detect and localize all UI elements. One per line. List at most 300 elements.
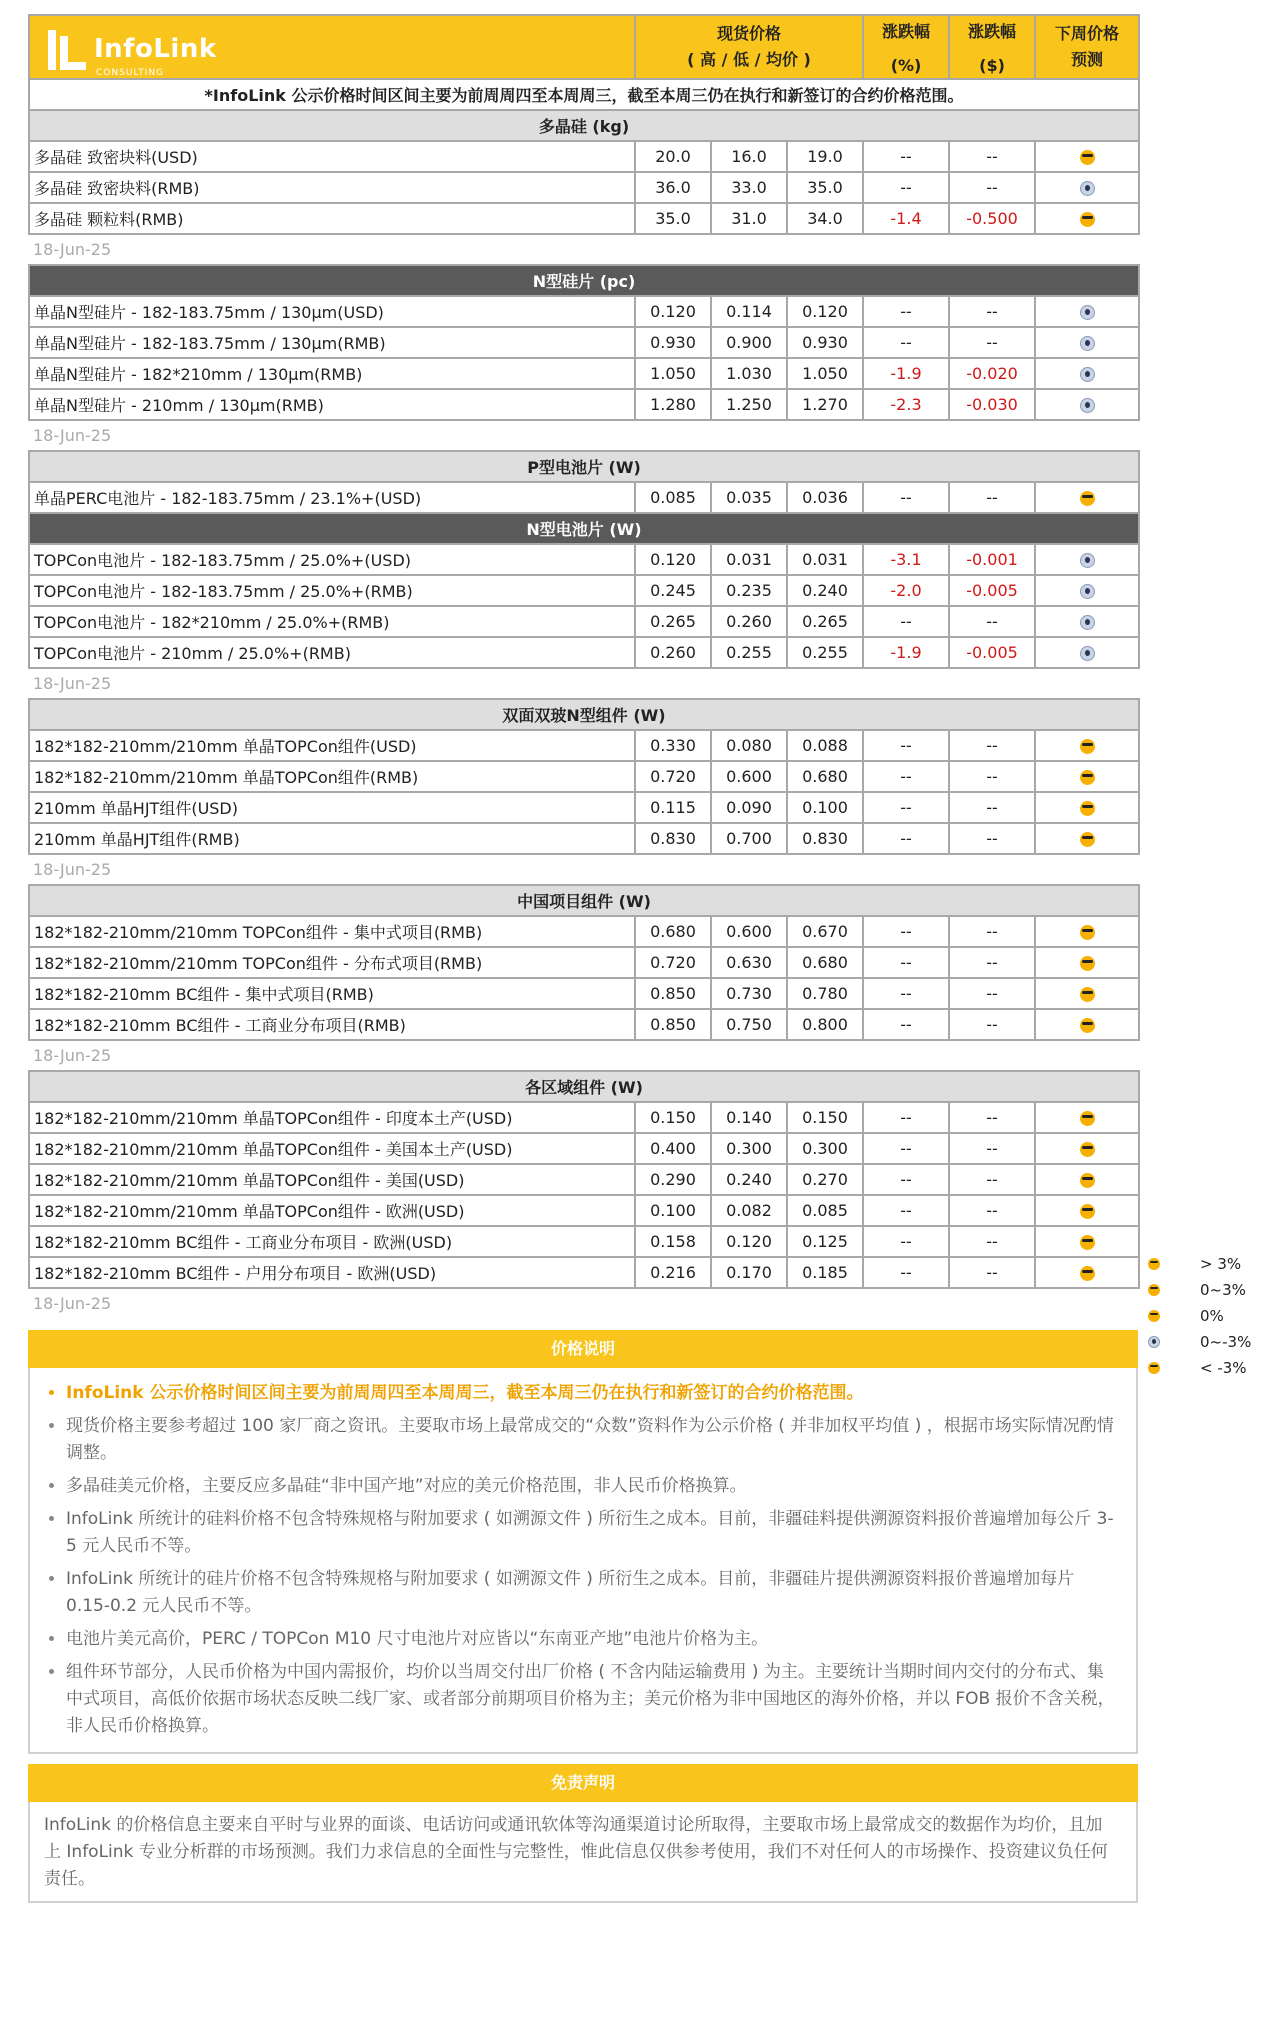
product-name: TOPCon电池片 - 182*210mm / 25.0%+(RMB) <box>29 606 635 637</box>
change-amt: -- <box>949 1226 1035 1257</box>
change-pct: -- <box>863 1133 949 1164</box>
price-high: 0.680 <box>635 916 711 947</box>
change-pct: -- <box>863 1009 949 1040</box>
product-name: 182*182-210mm/210mm 单晶TOPCon组件 - 印度本土产(USD) <box>29 1102 635 1133</box>
change-pct: -- <box>863 172 949 203</box>
price-avg: 0.036 <box>787 482 863 513</box>
change-amt: -- <box>949 1133 1035 1164</box>
section-header <box>29 265 1139 296</box>
product-name: 210mm 单晶HJT组件(RMB) <box>29 823 635 854</box>
legend-label: 0~3% <box>1200 1281 1246 1299</box>
forecast-cell <box>1035 1102 1139 1133</box>
worried-face-icon <box>1080 615 1095 630</box>
price-row <box>29 203 1139 234</box>
price-note: • 多晶硅美元价格，主要反应多晶硅“非中国产地”对应的美元价格范围，非人民币价格换算。 <box>66 1473 1116 1500</box>
price-note: • InfoLink 公示价格时间区间主要为前周周四至本周周三，截至本周三仍在执行和新签订的合约价格范围。 <box>66 1380 1116 1407</box>
price-row <box>29 947 1139 978</box>
date-row <box>29 1040 1139 1071</box>
price-high: 0.260 <box>635 637 711 668</box>
notice-text: *InfoLink 公示价格时间区间主要为前周周四至本周周三，截至本周三仍在执行和新签订的合约价格范围。 <box>29 79 1139 110</box>
price-low: 0.031 <box>711 544 787 575</box>
change-amt: -- <box>949 141 1035 172</box>
price-avg: 0.085 <box>787 1195 863 1226</box>
product-name: 单晶N型硅片 - 182-183.75mm / 130μm(USD) <box>29 296 635 327</box>
price-high: 1.280 <box>635 389 711 420</box>
price-low: 0.255 <box>711 637 787 668</box>
disclaimer-title: 免责声明 <box>28 1764 1138 1802</box>
date-row <box>29 1288 1139 1318</box>
price-low: 1.250 <box>711 389 787 420</box>
price-low: 0.600 <box>711 916 787 947</box>
change-pct: -- <box>863 1226 949 1257</box>
change-pct: -- <box>863 792 949 823</box>
cool-face-icon <box>1080 956 1095 971</box>
price-row <box>29 141 1139 172</box>
product-name: 多晶硅 致密块料(USD) <box>29 141 635 172</box>
change-pct: -- <box>863 606 949 637</box>
price-row <box>29 482 1139 513</box>
price-note: • InfoLink 所统计的硅片价格不包含特殊规格与附加要求 ( 如溯源文件 ) 所衍生之成本。目前，非疆硅片提供溯源资料报价普遍增加每片 0.15-0.2 元人民币不等。 <box>66 1566 1116 1620</box>
price-row <box>29 172 1139 203</box>
section-title: 双面双玻N型组件 (W) <box>29 699 1139 730</box>
disclaimer-text: InfoLink 的价格信息主要来自平时与业界的面谈、电话访问或通讯软体等沟通渠道讨论所取得，主要取市场上最常成交的数据作为均价，且加上 InfoLink 专业分析群的市场预测。我们力求信息的全面性与完整性，惟此信息仅供参考使用，我们不对任何人的市场操作、投资建议负任何责任。 <box>28 1802 1138 1903</box>
forecast-cell <box>1035 606 1139 637</box>
price-avg: 0.255 <box>787 637 863 668</box>
price-low: 0.730 <box>711 978 787 1009</box>
change-amt: -- <box>949 978 1035 1009</box>
change-amt: -0.500 <box>949 203 1035 234</box>
change-amt: -0.001 <box>949 544 1035 575</box>
change-amt: -- <box>949 296 1035 327</box>
price-note: • 现货价格主要参考超过 100 家厂商之资讯。主要取市场上最常成交的“众数”资料作为公示价格 ( 并非加权平均值 ) ，根据市场实际情况酌情调整。 <box>66 1413 1116 1467</box>
price-high: 20.0 <box>635 141 711 172</box>
worried-face-icon <box>1080 646 1095 661</box>
price-low: 0.300 <box>711 1133 787 1164</box>
change-amt: -- <box>949 823 1035 854</box>
change-amt: -- <box>949 172 1035 203</box>
forecast-cell <box>1035 327 1139 358</box>
change-pct: -- <box>863 916 949 947</box>
cool-face-icon <box>1080 212 1095 227</box>
forecast-cell <box>1035 358 1139 389</box>
price-row <box>29 1133 1139 1164</box>
change-amt: -- <box>949 327 1035 358</box>
legend-label: < -3% <box>1200 1359 1247 1377</box>
logo-cell <box>29 15 635 79</box>
price-table <box>28 14 1140 1318</box>
product-name: 182*182-210mm/210mm TOPCon组件 - 分布式项目(RMB) <box>29 947 635 978</box>
price-avg: 34.0 <box>787 203 863 234</box>
forecast-cell <box>1035 544 1139 575</box>
price-low: 0.260 <box>711 606 787 637</box>
spot-price-header: 现货价格 ( 高 / 低 / 均价 ) <box>635 15 863 79</box>
price-low: 0.240 <box>711 1164 787 1195</box>
forecast-cell <box>1035 1226 1139 1257</box>
price-note: • InfoLink 所统计的硅料价格不包含特殊规格与附加要求 ( 如溯源文件 ) 所衍生之成本。目前，非疆硅料提供溯源资料报价普遍增加每公斤 3-5 元人民币不等。 <box>66 1506 1116 1560</box>
price-row <box>29 1226 1139 1257</box>
legend-label: 0% <box>1200 1307 1224 1325</box>
price-low: 0.600 <box>711 761 787 792</box>
worried-face-icon <box>1080 584 1095 599</box>
price-notes-box <box>28 1330 1138 1903</box>
date-row <box>29 668 1139 699</box>
price-low: 0.750 <box>711 1009 787 1040</box>
price-avg: 0.670 <box>787 916 863 947</box>
price-low: 0.120 <box>711 1226 787 1257</box>
section-date: 18-Jun-25 <box>33 239 112 259</box>
change-amt: -- <box>949 606 1035 637</box>
date-row <box>29 420 1139 451</box>
price-avg: 1.050 <box>787 358 863 389</box>
forecast-legend <box>1148 1252 1268 1382</box>
section-header <box>29 885 1139 916</box>
legend-item <box>1148 1356 1268 1382</box>
section-header <box>29 451 1139 482</box>
cool-face-icon <box>1148 1310 1160 1322</box>
price-high: 0.720 <box>635 947 711 978</box>
price-row <box>29 730 1139 761</box>
worried-face-icon <box>1080 398 1095 413</box>
change-amt: -- <box>949 1257 1035 1288</box>
product-name: 182*182-210mm/210mm 单晶TOPCon组件 - 欧洲(USD) <box>29 1195 635 1226</box>
change-amt: -- <box>949 1009 1035 1040</box>
price-low: 0.630 <box>711 947 787 978</box>
price-high: 0.850 <box>635 978 711 1009</box>
price-high: 0.150 <box>635 1102 711 1133</box>
section-header <box>29 110 1139 141</box>
price-row <box>29 389 1139 420</box>
change-pct: -- <box>863 761 949 792</box>
price-notes-body <box>28 1368 1138 1754</box>
product-name: 182*182-210mm BC组件 - 工商业分布项目(RMB) <box>29 1009 635 1040</box>
price-avg: 0.031 <box>787 544 863 575</box>
change-pct: -- <box>863 141 949 172</box>
change-pct: -3.1 <box>863 544 949 575</box>
price-row <box>29 1102 1139 1133</box>
change-pct: -- <box>863 1102 949 1133</box>
price-row <box>29 916 1139 947</box>
section-header <box>29 699 1139 730</box>
cool-face-icon <box>1080 1173 1095 1188</box>
cool-face-icon <box>1080 1204 1095 1219</box>
change-pct: -- <box>863 823 949 854</box>
price-avg: 35.0 <box>787 172 863 203</box>
cool-face-icon <box>1080 1266 1095 1281</box>
price-avg: 0.780 <box>787 978 863 1009</box>
legend-label: 0~-3% <box>1200 1333 1252 1351</box>
price-low: 0.080 <box>711 730 787 761</box>
change-pct: -- <box>863 1195 949 1226</box>
section-title: P型电池片 (W) <box>29 451 1139 482</box>
change-usd-header: 涨跌幅 ($) <box>949 15 1035 79</box>
section-date: 18-Jun-25 <box>33 1293 112 1313</box>
forecast-cell <box>1035 823 1139 854</box>
price-avg: 0.150 <box>787 1102 863 1133</box>
change-pct-header: 涨跌幅 (%) <box>863 15 949 79</box>
product-name: 单晶PERC电池片 - 182-183.75mm / 23.1%+(USD) <box>29 482 635 513</box>
price-avg: 0.930 <box>787 327 863 358</box>
change-pct: -1.9 <box>863 358 949 389</box>
price-low: 0.082 <box>711 1195 787 1226</box>
change-amt: -0.005 <box>949 575 1035 606</box>
cool-face-icon <box>1080 987 1095 1002</box>
change-pct: -1.9 <box>863 637 949 668</box>
change-amt: -- <box>949 792 1035 823</box>
worried-face-icon <box>1080 367 1095 382</box>
price-high: 0.120 <box>635 544 711 575</box>
infolink-logo-icon <box>46 30 86 72</box>
price-high: 0.265 <box>635 606 711 637</box>
section-header <box>29 513 1139 544</box>
product-name: 182*182-210mm BC组件 - 集中式项目(RMB) <box>29 978 635 1009</box>
change-pct: -- <box>863 482 949 513</box>
change-pct: -2.0 <box>863 575 949 606</box>
cool-face-icon <box>1148 1362 1160 1374</box>
forecast-cell <box>1035 947 1139 978</box>
price-avg: 0.830 <box>787 823 863 854</box>
worried-face-icon <box>1148 1336 1160 1348</box>
price-high: 0.330 <box>635 730 711 761</box>
change-pct: -2.3 <box>863 389 949 420</box>
forecast-cell <box>1035 172 1139 203</box>
price-high: 0.120 <box>635 296 711 327</box>
cool-face-icon <box>1080 1111 1095 1126</box>
cool-face-icon <box>1080 150 1095 165</box>
price-low: 0.090 <box>711 792 787 823</box>
price-high: 0.216 <box>635 1257 711 1288</box>
cool-face-icon <box>1080 739 1095 754</box>
section-date: 18-Jun-25 <box>33 1045 112 1065</box>
product-name: 182*182-210mm/210mm 单晶TOPCon组件(USD) <box>29 730 635 761</box>
legend-label: > 3% <box>1200 1255 1242 1273</box>
section-title: N型电池片 (W) <box>29 513 1139 544</box>
price-avg: 0.088 <box>787 730 863 761</box>
price-row <box>29 1195 1139 1226</box>
change-pct: -- <box>863 327 949 358</box>
forecast-cell <box>1035 978 1139 1009</box>
cool-face-icon <box>1080 801 1095 816</box>
forecast-cell <box>1035 916 1139 947</box>
price-row <box>29 637 1139 668</box>
product-name: TOPCon电池片 - 182-183.75mm / 25.0%+(RMB) <box>29 575 635 606</box>
price-low: 0.900 <box>711 327 787 358</box>
price-low: 0.235 <box>711 575 787 606</box>
change-amt: -- <box>949 482 1035 513</box>
date-row <box>29 854 1139 885</box>
change-amt: -- <box>949 1164 1035 1195</box>
section-date: 18-Jun-25 <box>33 673 112 693</box>
price-row <box>29 358 1139 389</box>
section-date: 18-Jun-25 <box>33 425 112 445</box>
price-avg: 0.680 <box>787 761 863 792</box>
product-name: 单晶N型硅片 - 182-183.75mm / 130μm(RMB) <box>29 327 635 358</box>
price-low: 33.0 <box>711 172 787 203</box>
price-high: 0.290 <box>635 1164 711 1195</box>
forecast-cell <box>1035 141 1139 172</box>
forecast-cell <box>1035 482 1139 513</box>
change-amt: -0.020 <box>949 358 1035 389</box>
section-date: 18-Jun-25 <box>33 859 112 879</box>
forecast-cell <box>1035 203 1139 234</box>
product-name: 182*182-210mm/210mm 单晶TOPCon组件 - 美国(USD) <box>29 1164 635 1195</box>
price-low: 1.030 <box>711 358 787 389</box>
product-name: TOPCon电池片 - 210mm / 25.0%+(RMB) <box>29 637 635 668</box>
price-row <box>29 1164 1139 1195</box>
price-avg: 0.680 <box>787 947 863 978</box>
product-name: 182*182-210mm/210mm 单晶TOPCon组件 - 美国本土产(USD) <box>29 1133 635 1164</box>
price-low: 0.700 <box>711 823 787 854</box>
price-high: 36.0 <box>635 172 711 203</box>
product-name: 182*182-210mm BC组件 - 工商业分布项目 - 欧洲(USD) <box>29 1226 635 1257</box>
cool-face-icon <box>1080 832 1095 847</box>
change-amt: -- <box>949 947 1035 978</box>
forecast-cell <box>1035 730 1139 761</box>
price-low: 16.0 <box>711 141 787 172</box>
price-avg: 0.300 <box>787 1133 863 1164</box>
section-title: N型硅片 (pc) <box>29 265 1139 296</box>
cool-face-icon <box>1080 770 1095 785</box>
product-name: TOPCon电池片 - 182-183.75mm / 25.0%+(USD) <box>29 544 635 575</box>
forecast-cell <box>1035 575 1139 606</box>
logo-text: InfoLink <box>94 34 217 64</box>
cool-face-icon <box>1148 1284 1160 1296</box>
change-amt: -- <box>949 1195 1035 1226</box>
worried-face-icon <box>1080 553 1095 568</box>
worried-face-icon <box>1080 305 1095 320</box>
price-low: 0.140 <box>711 1102 787 1133</box>
price-row <box>29 296 1139 327</box>
worried-face-icon <box>1080 336 1095 351</box>
price-avg: 0.100 <box>787 792 863 823</box>
change-amt: -- <box>949 730 1035 761</box>
price-row <box>29 978 1139 1009</box>
price-row <box>29 1009 1139 1040</box>
change-amt: -- <box>949 761 1035 792</box>
price-avg: 0.125 <box>787 1226 863 1257</box>
forecast-header: 下周价格 预测 <box>1035 15 1139 79</box>
price-high: 0.245 <box>635 575 711 606</box>
cool-face-icon <box>1080 1018 1095 1033</box>
price-low: 31.0 <box>711 203 787 234</box>
product-name: 182*182-210mm BC组件 - 户用分布项目 - 欧洲(USD) <box>29 1257 635 1288</box>
cool-face-icon <box>1080 925 1095 940</box>
section-title: 中国项目组件 (W) <box>29 885 1139 916</box>
forecast-cell <box>1035 1009 1139 1040</box>
legend-item <box>1148 1330 1268 1356</box>
product-name: 单晶N型硅片 - 210mm / 130μm(RMB) <box>29 389 635 420</box>
price-high: 0.930 <box>635 327 711 358</box>
forecast-cell <box>1035 637 1139 668</box>
price-row <box>29 575 1139 606</box>
logo-subtext: CONSULTING <box>96 68 165 78</box>
price-high: 0.115 <box>635 792 711 823</box>
price-row <box>29 761 1139 792</box>
worried-face-icon <box>1080 181 1095 196</box>
price-high: 0.158 <box>635 1226 711 1257</box>
forecast-cell <box>1035 761 1139 792</box>
price-low: 0.035 <box>711 482 787 513</box>
forecast-cell <box>1035 389 1139 420</box>
forecast-cell <box>1035 1133 1139 1164</box>
price-page <box>28 14 1142 1903</box>
product-name: 210mm 单晶HJT组件(USD) <box>29 792 635 823</box>
change-pct: -1.4 <box>863 203 949 234</box>
price-avg: 19.0 <box>787 141 863 172</box>
price-row <box>29 1257 1139 1288</box>
forecast-cell <box>1035 296 1139 327</box>
forecast-cell <box>1035 1195 1139 1226</box>
price-avg: 0.120 <box>787 296 863 327</box>
cool-face-icon <box>1148 1258 1160 1270</box>
legend-item <box>1148 1278 1268 1304</box>
change-amt: -0.030 <box>949 389 1035 420</box>
price-avg: 0.265 <box>787 606 863 637</box>
price-avg: 0.800 <box>787 1009 863 1040</box>
price-avg: 1.270 <box>787 389 863 420</box>
price-note: • 电池片美元高价，PERC / TOPCon M10 尺寸电池片对应皆以“东南亚产地”电池片价格为主。 <box>66 1626 1116 1653</box>
price-high: 0.085 <box>635 482 711 513</box>
price-high: 35.0 <box>635 203 711 234</box>
price-avg: 0.185 <box>787 1257 863 1288</box>
change-pct: -- <box>863 1164 949 1195</box>
price-high: 0.850 <box>635 1009 711 1040</box>
forecast-cell <box>1035 1164 1139 1195</box>
header-row <box>29 15 1139 79</box>
change-amt: -- <box>949 916 1035 947</box>
price-high: 0.100 <box>635 1195 711 1226</box>
price-high: 0.830 <box>635 823 711 854</box>
price-row <box>29 327 1139 358</box>
price-high: 0.400 <box>635 1133 711 1164</box>
product-name: 单晶N型硅片 - 182*210mm / 130μm(RMB) <box>29 358 635 389</box>
forecast-cell <box>1035 792 1139 823</box>
product-name: 182*182-210mm/210mm TOPCon组件 - 集中式项目(RMB) <box>29 916 635 947</box>
legend-item <box>1148 1304 1268 1330</box>
change-pct: -- <box>863 296 949 327</box>
cool-face-icon <box>1080 1142 1095 1157</box>
price-notes-title: 价格说明 <box>28 1330 1138 1368</box>
forecast-cell <box>1035 1257 1139 1288</box>
price-low: 0.114 <box>711 296 787 327</box>
change-amt: -- <box>949 1102 1035 1133</box>
date-row <box>29 234 1139 265</box>
price-row <box>29 792 1139 823</box>
change-pct: -- <box>863 978 949 1009</box>
price-row <box>29 823 1139 854</box>
cool-face-icon <box>1080 491 1095 506</box>
section-header <box>29 1071 1139 1102</box>
price-high: 0.720 <box>635 761 711 792</box>
section-title: 多晶硅 (kg) <box>29 110 1139 141</box>
notice-row <box>29 79 1139 110</box>
cool-face-icon <box>1080 1235 1095 1250</box>
price-row <box>29 606 1139 637</box>
legend-item <box>1148 1252 1268 1278</box>
price-note: • 组件环节部分，人民币价格为中国内需报价，均价以当周交付出厂价格 ( 不含内陆运输费用 ) 为主。主要统计当期时间内交付的分布式、集中式项目，高低价依据市场状态反映二线厂家、或者部分前期项目价格为主；美元价格为非中国地区的海外价格，并以 FOB 报价不含关税，非人民币价格换算。 <box>66 1659 1116 1740</box>
price-avg: 0.270 <box>787 1164 863 1195</box>
product-name: 多晶硅 颗粒料(RMB) <box>29 203 635 234</box>
price-avg: 0.240 <box>787 575 863 606</box>
product-name: 多晶硅 致密块料(RMB) <box>29 172 635 203</box>
product-name: 182*182-210mm/210mm 单晶TOPCon组件(RMB) <box>29 761 635 792</box>
change-amt: -0.005 <box>949 637 1035 668</box>
change-pct: -- <box>863 730 949 761</box>
price-low: 0.170 <box>711 1257 787 1288</box>
price-notes-list <box>44 1380 1116 1740</box>
change-pct: -- <box>863 947 949 978</box>
section-title: 各区域组件 (W) <box>29 1071 1139 1102</box>
price-row <box>29 544 1139 575</box>
